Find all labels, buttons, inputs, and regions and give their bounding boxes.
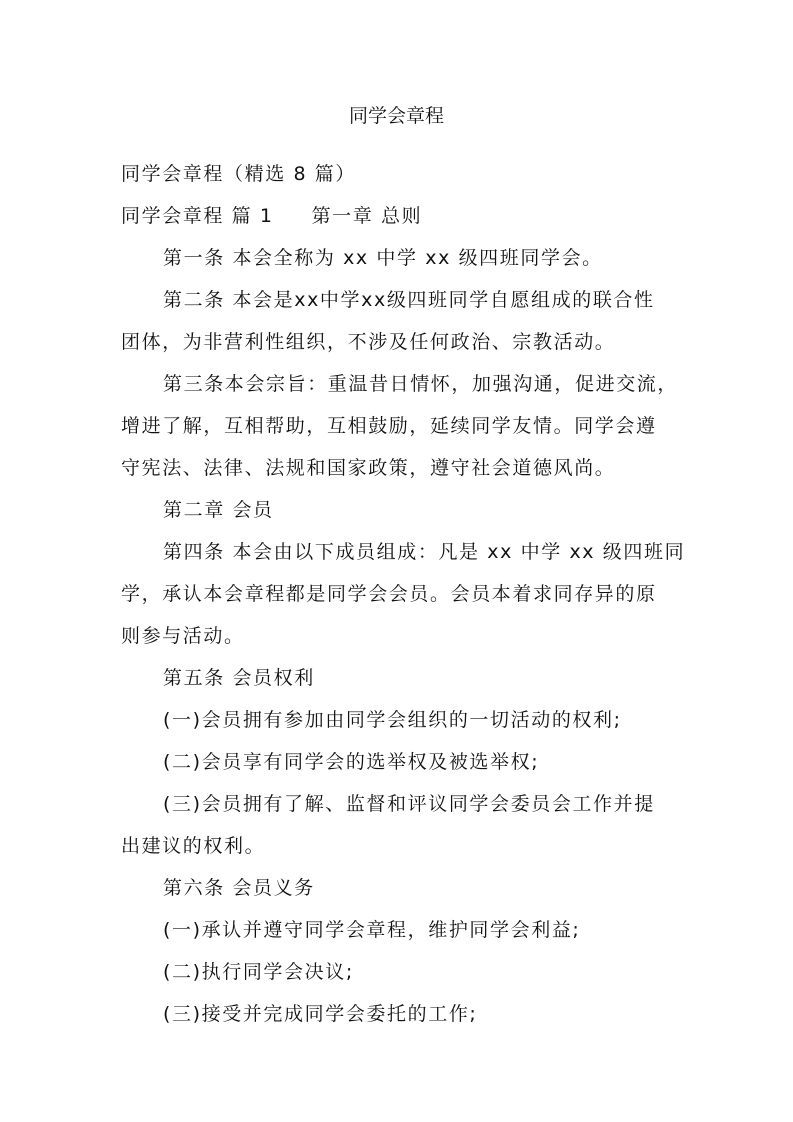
article-3-line-1: 第三条本会宗旨：重温昔日情怀，加强沟通，促进交流， — [163, 373, 679, 395]
article-6-item-2: (二)执行同学会决议; — [163, 961, 354, 983]
article-1: 第一条 本会全称为 xx 中学 xx 级四班同学会。 — [163, 247, 603, 269]
article-2-line-1: 第二条 本会是xx中学xx级四班同学自愿组成的联合性 — [163, 289, 655, 311]
article-4-line-1: 第四条 本会由以下成员组成：凡是 xx 中学 xx 级四班同 — [163, 541, 686, 563]
article-2-line-2: 团体，为非营利性组织，不涉及任何政治、宗教活动。 — [121, 331, 616, 353]
document-title: 同学会章程 — [348, 105, 444, 127]
article-6-heading: 第六条 会员义务 — [163, 877, 315, 899]
article-5-item-3-line-1: (三)会员拥有了解、监督和评议同学会委员会工作并提 — [163, 793, 655, 815]
chapter-one-heading: 第一章 总则 — [311, 205, 423, 227]
part-label: 同学会章程 篇 1 — [121, 205, 274, 227]
doc-subtitle: 同学会章程（精选 8 篇） — [121, 163, 356, 185]
article-3-line-3: 守宪法、法律、法规和国家政策，遵守社会道德风尚。 — [121, 457, 616, 479]
article-5-heading: 第五条 会员权利 — [163, 667, 315, 689]
section-heading-line — [121, 202, 676, 230]
article-3-line-2: 增进了解，互相帮助，互相鼓励，延续同学友情。同学会遵 — [121, 415, 657, 437]
article-4-line-2: 学，承认本会章程都是同学会会员。会员本着求同存异的原 — [121, 583, 657, 605]
article-5-item-1: (一)会员拥有参加由同学会组织的一切活动的权利; — [163, 709, 622, 731]
article-4-line-3: 则参与活动。 — [121, 625, 245, 647]
article-6-item-3: (三)接受并完成同学会委托的工作; — [163, 1003, 478, 1025]
article-5-item-3-line-2: 出建议的权利。 — [121, 835, 266, 857]
article-5-item-2: (二)会员享有同学会的选举权及被选举权; — [163, 751, 540, 773]
article-6-item-1: (一)承认并遵守同学会章程，维护同学会利益; — [163, 919, 581, 941]
chapter-two-heading: 第二章 会员 — [163, 499, 274, 521]
